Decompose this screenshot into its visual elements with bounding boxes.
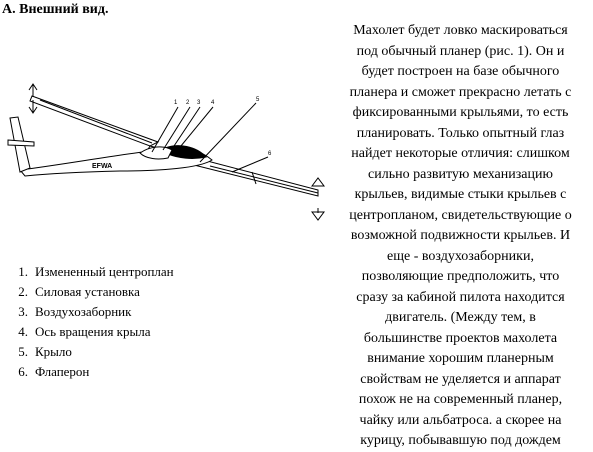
body-line: возможной подвижности крыльев. И [350, 228, 571, 243]
body-line: планировать. Только опытный глаз [356, 125, 565, 141]
legend-label: Крыло [35, 344, 72, 359]
legend-label: Флаперон [35, 364, 90, 379]
body-line: похож не на современный планер, [358, 392, 563, 407]
legend-number: 4. [18, 324, 28, 339]
body-line: Махолет будет ловко маскироваться [353, 23, 568, 38]
body-line: сразу за кабиной пилота находится [356, 289, 565, 305]
body-line: свойствам не уделяется и аппарат [360, 371, 561, 387]
legend-item [8, 282, 174, 302]
body-line: двигатель. (Между тем, в [385, 310, 536, 325]
body-paragraph [330, 21, 591, 452]
callout-leader-6 [232, 157, 268, 172]
body-line: внимание хорошим планерным [367, 351, 554, 366]
tail-plane [8, 140, 34, 146]
callout-1: 1 [174, 100, 178, 106]
body-line: планера и сможет прекрасно летать с [349, 84, 572, 100]
body-line: курицу, побывавшую под дождем [360, 433, 561, 448]
legend-item [8, 262, 174, 282]
legend-item [8, 362, 174, 382]
body-line: найдет некоторые отличия: слишком [351, 146, 570, 161]
legend-number: 2. [18, 284, 28, 299]
legend-list [8, 262, 174, 382]
body-line: позволяющие предположить, что [361, 269, 560, 284]
legend-item [8, 322, 174, 342]
body-line: центропланом, свидетельствующие о [349, 207, 572, 223]
arrow-up-down-icon [312, 178, 324, 220]
legend-number: 3. [18, 304, 28, 319]
body-line: чайку или альбатроса. а скорее на [359, 412, 562, 428]
legend-item [8, 302, 174, 322]
callout-4: 4 [211, 100, 215, 106]
glider-figure [0, 80, 330, 230]
body-line: фиксированными крыльями, то есть [352, 105, 569, 120]
legend-number: 5. [18, 344, 28, 359]
legend-label: Измененный центроплан [35, 264, 174, 279]
glider-drawing [0, 80, 330, 230]
body-line: еще - воздухозаборники, [387, 248, 534, 264]
lower-wing-flaperon-line [210, 166, 318, 193]
legend-label: Силовая установка [35, 284, 140, 299]
body-line: крыльев, видимые стыки крыльев с [354, 187, 567, 202]
body-line: под обычный планер (рис. 1). Он и [356, 43, 565, 59]
body-line: сильно развитую механизацию [368, 166, 553, 182]
legend-label: Воздухозаборник [35, 304, 132, 319]
callout-2: 2 [186, 100, 190, 106]
callout-6: 6 [268, 151, 272, 157]
raised-wing-flaperon-line [40, 100, 152, 143]
legend-item [8, 342, 174, 362]
legend-number: 1. [18, 264, 28, 279]
registration-label: EFWA [92, 163, 113, 170]
callout-3: 3 [197, 100, 201, 106]
callout-5: 5 [256, 97, 260, 103]
section-heading: А. Внешний вид. [2, 2, 109, 17]
callout-leader-4 [176, 107, 213, 152]
legend-label: Ось вращения крыла [35, 324, 151, 339]
body-line: будет построен на базе обычного [361, 64, 560, 79]
legend-number: 6. [18, 364, 28, 379]
body-line: большинстве проектов махолета [363, 330, 558, 346]
